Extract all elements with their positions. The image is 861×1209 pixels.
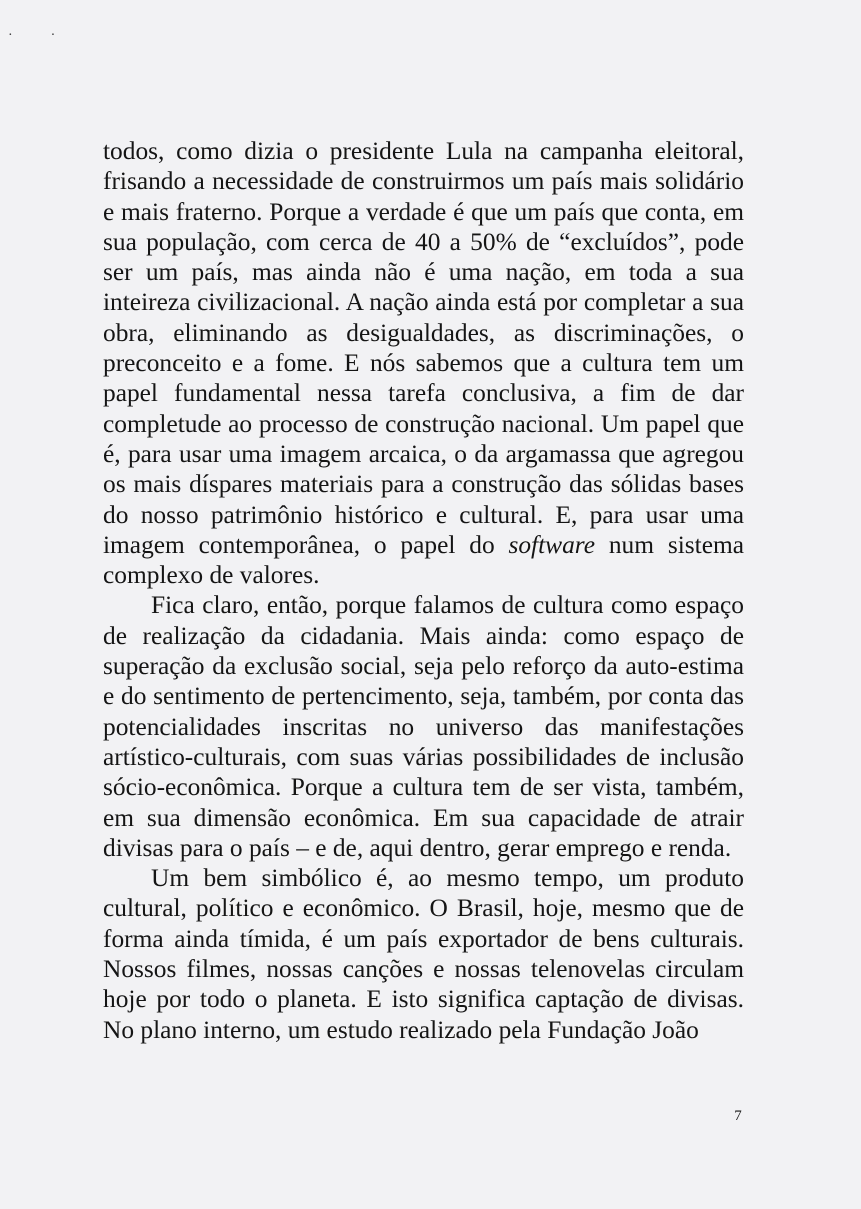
paragraph-1-text-a: todos, como dizia o presidente Lula na campanha eleitoral, frisando a necessidade de construirmos um país mais solidário e mais fraterno. Porque a verdade é que um país que conta, em sua população, com cerca de 40 a 50% de “excluídos”, pode ser um país, mas ainda não é uma nação, em toda a sua inteireza civilizacional. A nação ainda está por completar a sua obra, eliminando as desigualdades, as discriminações, o preconceito e a fome. E nós sabemos que a cultura tem um papel fundamental nessa tarefa conclusiva, a fim de dar completude ao processo de construção nacional. Um papel que é, para usar uma imagem arcaica, o da argamassa que agregou os mais díspares materiais para a construção das sólidas bases do nosso patrimônio histórico e cultural. E, para usar uma imagem contemporânea, o papel do xyxy=(103,137,744,559)
page-number: 7 xyxy=(734,1108,742,1124)
paragraph-3: Um bem simbólico é, ao mesmo tempo, um produto cultural, político e econômico. O Brasil, hoje, mesmo que de forma ainda tímida, é um país exportador de bens culturais. Nossos filmes, nossas canções e nossas telenovelas circulam hoje por todo o planeta. E isto significa captação de divisas. No plano interno, um estudo realizado pela Fundação João xyxy=(103,864,744,1044)
paragraph-1-text-b: num sistema complexo de valores. xyxy=(103,530,744,590)
scan-specks: ·· xyxy=(8,28,94,43)
paragraph-1-italic-term: software xyxy=(508,530,596,559)
paragraph-2: Fica claro, então, porque falamos de cultura como espaço de realização da cidadania. Mais ainda: como espaço de superação da exclusão social, seja pelo reforço da auto-estima e do sentimento de pertencimento, seja, também, por conta das potencialidades inscritas no universo das manifestações artístico-culturais, com suas várias possibilidades de inclusão sócio-econômica. Porque a cultura tem de ser vista, também, em sua dimensão econômica. Em sua capacidade de atrair divisas para o país – e de, aqui dentro, gerar emprego e renda. xyxy=(103,591,744,862)
paragraph-1 xyxy=(103,136,744,590)
body-text xyxy=(103,136,744,1045)
